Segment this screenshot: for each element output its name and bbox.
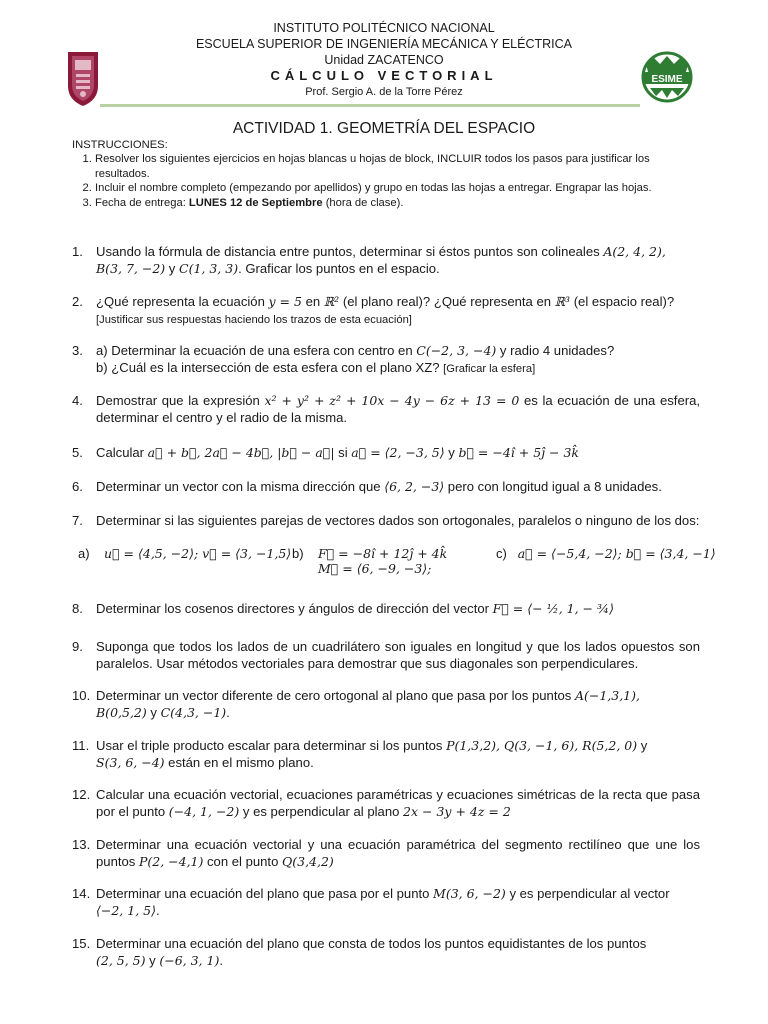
- math: B(3, 7, −2): [96, 260, 166, 276]
- question-text: Suponga que todos los lados de un cuadrilátero son iguales en longitud y que los lados opuestos son paralelos. Usar métodos vectoriales para demostrar que sus diagonales son perpendiculares.: [96, 639, 700, 671]
- question-number: 5.: [72, 445, 83, 460]
- question-13: [72, 837, 700, 870]
- question-text: y es perpendicular al plano: [239, 803, 404, 819]
- math: b⃗ = −4î + 5ĵ − 3k̂: [458, 445, 579, 460]
- question-7-part-b: [292, 546, 447, 576]
- math: F⃗ = −8î + 12ĵ + 4k̂: [318, 546, 448, 561]
- question-text: pero con longitud igual a 8 unidades.: [444, 479, 662, 494]
- document-header: [0, 20, 768, 100]
- question-text: Usar el triple producto escalar para determinar si los puntos: [96, 738, 447, 753]
- question-text: (el espacio real)?: [570, 294, 675, 309]
- question-text: Usando la fórmula de distancia entre puntos, determinar si éstos puntos son colineales: [96, 244, 604, 259]
- question-text: y: [637, 738, 648, 753]
- part-label: c): [496, 546, 507, 561]
- question-text: ¿Qué representa la ecuación: [96, 294, 269, 309]
- math: (2, 5, 5): [96, 952, 146, 968]
- question-number: 10.: [72, 688, 91, 703]
- question-number: 4.: [72, 393, 83, 408]
- math: M(3, 6, −2): [433, 886, 506, 901]
- math: A(−1,3,1),: [574, 688, 640, 703]
- question-text: y es perpendicular al vector: [505, 886, 670, 901]
- question-text: Determinar un vector diferente de cero ortogonal al plano que pasa por los puntos: [96, 688, 575, 703]
- question-12: [72, 787, 700, 820]
- math: C(−2, 3, −4): [416, 343, 497, 358]
- school-name: ESCUELA SUPERIOR DE INGENIERÍA MECÁNICA Y ELÉCTRICA: [195, 37, 573, 51]
- math: B(0,5,2): [96, 704, 147, 720]
- math: u⃗ = ⟨4,5, −2⟩; v⃗ = ⟨3, −1,5⟩: [104, 546, 292, 561]
- math: S(3, 6, −4): [96, 754, 165, 770]
- question-5: [72, 445, 700, 462]
- math: a⃗ + b⃗, 2a⃗ − 4b⃗, |b⃗ − a⃗|: [147, 445, 335, 460]
- math: a⃗ = ⟨2, −3, 5⟩: [351, 445, 445, 460]
- math: P(2, −4,1): [138, 853, 204, 869]
- question-text: Determinar una ecuación vectorial y una ecuación paramétrica del segmento rectilíneo que une los puntos: [96, 837, 700, 869]
- question-text: están en el mismo plano.: [164, 754, 314, 770]
- question-number: 9.: [72, 639, 83, 654]
- math: (−6, 3, 1): [159, 952, 220, 968]
- question-4: [72, 393, 700, 426]
- question-7-part-a: [78, 546, 291, 561]
- question-1: [72, 244, 700, 277]
- course-name: CÁLCULO VECTORIAL: [270, 68, 498, 83]
- question-text: si: [334, 445, 352, 460]
- question-text: Demostrar que la expresión: [96, 393, 265, 408]
- math: y = 5: [268, 294, 302, 309]
- math: a⃗ = ⟨−5,4, −2⟩; b⃗ = ⟨3,4, −1⟩: [517, 546, 716, 561]
- header-divider: [100, 104, 640, 107]
- part-label: b): [292, 546, 304, 561]
- math: 2x − 3y + 4z = 2: [403, 803, 511, 819]
- due-date: LUNES 12 de Septiembre: [188, 196, 323, 209]
- question-8: [72, 601, 700, 618]
- question-text: es la ecuación de una esfera, determinar el centro y el radio de la misma.: [96, 393, 701, 425]
- question-number: 13.: [72, 837, 91, 852]
- question-number: 11.: [72, 738, 90, 753]
- question-text: y: [444, 445, 459, 460]
- question-text: en: [301, 294, 324, 309]
- question-2: [72, 294, 700, 328]
- math: A(2, 4, 2),: [603, 244, 666, 259]
- question-14: [72, 886, 700, 919]
- institute-name: INSTITUTO POLITÉCNICO NACIONAL: [273, 21, 495, 35]
- instruction-item: 2. Incluir el nombre completo (empezando por apellidos) y grupo en todas las hojas a entregar. Engrapar las hojas.: [95, 181, 702, 195]
- instruction-item: [95, 196, 702, 210]
- question-7-part-c: [496, 546, 716, 561]
- professor-name: Prof. Sergio A. de la Torre Pérez: [305, 86, 463, 98]
- question-number: 7.: [72, 513, 83, 528]
- page-title: ACTIVIDAD 1. GEOMETRÍA DEL ESPACIO: [232, 120, 536, 137]
- question-text: Calcular una ecuación vectorial, ecuaciones paramétricas y ecuaciones simétricas de la recta que pasa por el punto: [96, 787, 700, 819]
- question-text: .: [226, 704, 230, 720]
- question-text: .: [219, 952, 223, 968]
- math: x² + y² + z² + 10x − 4y − 6z + 13 = 0: [264, 393, 520, 408]
- question-number: 3.: [72, 343, 83, 358]
- math: ⟨−2, 1, 5⟩: [96, 902, 156, 918]
- question-6: [72, 479, 700, 496]
- part-label: a): [78, 546, 90, 561]
- question-note: [Graficar la esfera]: [443, 362, 536, 375]
- instruction-item: 1. Resolver los siguientes ejercicios en hojas blancas u hojas de block, INCLUIR todos los pasos para justificar los resultados.: [95, 152, 702, 181]
- question-text: y: [165, 260, 179, 276]
- math: Q(3,4,2): [282, 853, 334, 869]
- question-text: y: [146, 704, 161, 720]
- math: ℝ²: [323, 294, 340, 309]
- instructions-heading: INSTRUCCIONES:: [72, 139, 168, 151]
- question-number: 2.: [72, 294, 83, 309]
- instructions: [72, 138, 702, 210]
- question-note: [Justificar sus respuestas haciendo los trazos de esta ecuación]: [96, 313, 412, 326]
- math: P(1,3,2), Q(3, −1, 6), R(5,2, 0): [446, 738, 638, 753]
- math: ℝ³: [554, 294, 571, 309]
- question-text: Determinar un vector con la misma dirección que: [96, 479, 385, 494]
- question-15: [72, 936, 700, 969]
- question-text: y radio 4 unidades?: [496, 343, 615, 358]
- question-text: (el plano real)? ¿Qué representa en: [339, 294, 555, 309]
- question-number: 6.: [72, 479, 83, 494]
- question-text: Determinar una ecuación del plano que pasa por el punto: [96, 886, 434, 901]
- question-text: Calcular: [96, 445, 148, 460]
- math: M⃗ = ⟨6, −9, −3⟩;: [318, 561, 432, 576]
- question-9: [72, 639, 700, 672]
- question-number: 12.: [72, 787, 91, 802]
- question-3: [72, 343, 700, 377]
- unit-name: Unidad ZACATENCO: [324, 53, 444, 67]
- math: C(4,3, −1): [160, 704, 227, 720]
- question-number: 1.: [72, 244, 83, 259]
- instruction-text: Fecha de entrega:: [95, 196, 189, 209]
- question-text: y: [145, 952, 160, 968]
- question-7: [72, 513, 700, 530]
- question-number: 8.: [72, 601, 83, 616]
- due-date-note: (hora de clase).: [322, 196, 404, 209]
- question-text: .: [155, 902, 160, 918]
- question-text: b) ¿Cuál es la intersección de esta esfera con el plano XZ?: [96, 359, 444, 375]
- math: (−4, 1, −2): [168, 803, 240, 819]
- esime-logo-text: ESIME: [651, 74, 683, 85]
- question-text: con el punto: [203, 853, 282, 869]
- question-11: [72, 738, 700, 771]
- math: ⟨6, 2, −3⟩: [384, 479, 445, 494]
- question-10: [72, 688, 700, 721]
- question-number: 14.: [72, 886, 91, 901]
- question-text: Determinar una ecuación del plano que consta de todos los puntos equidistantes de los puntos: [96, 936, 647, 951]
- question-text: Determinar si las siguientes parejas de vectores dados son ortogonales, paralelos o ninguno de los dos:: [96, 513, 700, 528]
- math: F⃗ = ⟨− ½, 1, − ¾⟩: [492, 601, 614, 616]
- math: C(1, 3, 3): [179, 260, 239, 276]
- question-number: 15.: [72, 936, 91, 951]
- question-text: . Graficar los puntos en el espacio.: [238, 260, 440, 276]
- question-text: Determinar los cosenos directores y ángulos de dirección del vector: [96, 601, 493, 616]
- question-text: a) Determinar la ecuación de una esfera con centro en: [96, 343, 417, 358]
